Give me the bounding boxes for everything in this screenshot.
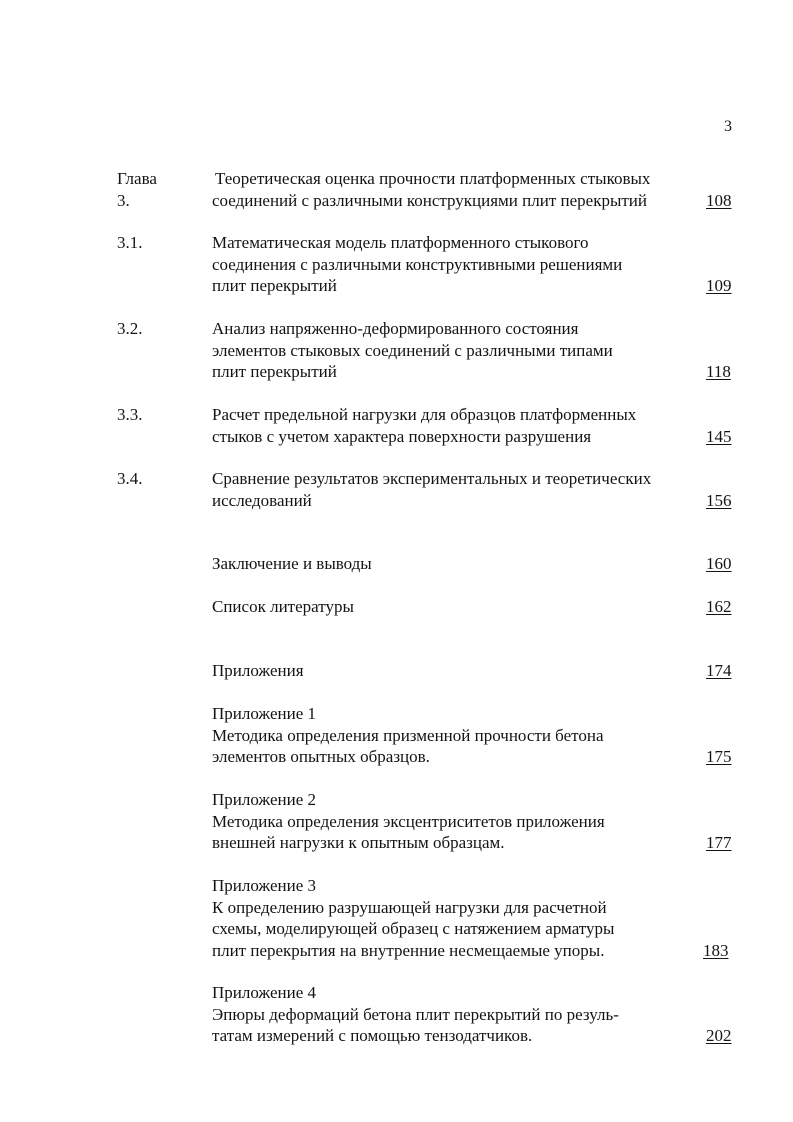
entry-title-line: Приложение 3 [212, 876, 316, 895]
entry-title [212, 596, 354, 618]
entry-title-line: Методика определения эксцентриситетов приложения [212, 811, 605, 831]
entry-title [212, 232, 622, 297]
entry-page: 175 [706, 747, 732, 766]
entry-page: 156 [706, 490, 732, 510]
entry-title-line: К определению разрушающей нагрузки для расчетной [212, 897, 607, 917]
entry-number: 3.4. [117, 469, 143, 488]
entry-title [212, 660, 304, 682]
entry-title-line: схемы, моделирующей образец с натяжением арматуры [212, 919, 615, 938]
entry-page: 109 [706, 276, 732, 295]
entry-title-line: стыков с учетом характера поверхности разрушения [212, 426, 592, 446]
entry-title-line: Приложение 2 [212, 790, 316, 809]
entry-title [212, 982, 619, 1047]
entry-title-line: Список литературы [212, 597, 354, 616]
entry-page: 145 [706, 426, 732, 446]
entry-title-line: плит перекрытия на внутренние несмещаемые упоры. [212, 940, 605, 960]
entry-page: 160 [706, 554, 732, 573]
entry-title-line: соединения с различными конструктивными решениями [212, 254, 623, 274]
entry-title-line: элементов стыковых соединений с различными типами [212, 340, 613, 360]
entry-title-line: татам измерений с помощью тензодатчиков. [212, 1026, 533, 1045]
entry-title [212, 318, 613, 383]
entry-page: 174 [706, 661, 732, 680]
entry-title-line: Эпюры деформаций бетона плит перекрытий по резуль- [212, 1004, 619, 1024]
entry-number: 3.1. [117, 233, 143, 252]
entry-title-line: Приложения [212, 661, 304, 680]
entry-title-line: Заключение и выводы [212, 554, 372, 573]
page-number: 3 [724, 118, 732, 135]
entry-title-line: элементов опытных образцов. [212, 747, 430, 766]
entry-number: 3.2. [117, 319, 143, 338]
entry-title-line: Математическая модель платформенного стыкового [212, 233, 589, 252]
entry-title-line: плит перекрытий [212, 362, 337, 381]
entry-title [212, 168, 651, 211]
entry-title-line: Сравнение результатов экспериментальных и теоретических [212, 469, 652, 488]
entry-title-line: Приложение 1 [212, 704, 316, 723]
entry-page: 162 [706, 597, 732, 616]
entry-title-line: соединений с различными конструкциями плит перекрытий [212, 190, 648, 210]
entry-title [212, 789, 605, 854]
entry-page: 183 [703, 940, 729, 960]
entry-title [212, 703, 604, 768]
entry-title-line: Методика определения призменной прочности бетона [212, 725, 604, 745]
entry-title-line: плит перекрытий [212, 276, 337, 295]
entry-title [212, 553, 372, 575]
entry-title-line: Приложение 4 [212, 983, 316, 1002]
entry-page: 177 [706, 833, 732, 852]
entry-page: 118 [706, 362, 731, 381]
entry-page: 202 [706, 1026, 732, 1045]
entry-title [212, 404, 636, 447]
entry-number: Глава 3. [117, 169, 157, 210]
entry-title-line: исследований [212, 490, 312, 510]
entry-number: 3.3. [117, 405, 143, 424]
entry-title-line: Анализ напряженно-деформированного состояния [212, 319, 579, 338]
entry-title-line: внешней нагрузки к опытным образцам. [212, 833, 505, 852]
entry-title-line: Расчет предельной нагрузки для образцов платформенных [212, 405, 637, 424]
entry-title [212, 468, 651, 511]
entry-title [212, 875, 614, 961]
entry-page: 108 [706, 190, 732, 210]
entry-title-line: Теоретическая оценка прочности платформенных стыковых [215, 169, 651, 188]
